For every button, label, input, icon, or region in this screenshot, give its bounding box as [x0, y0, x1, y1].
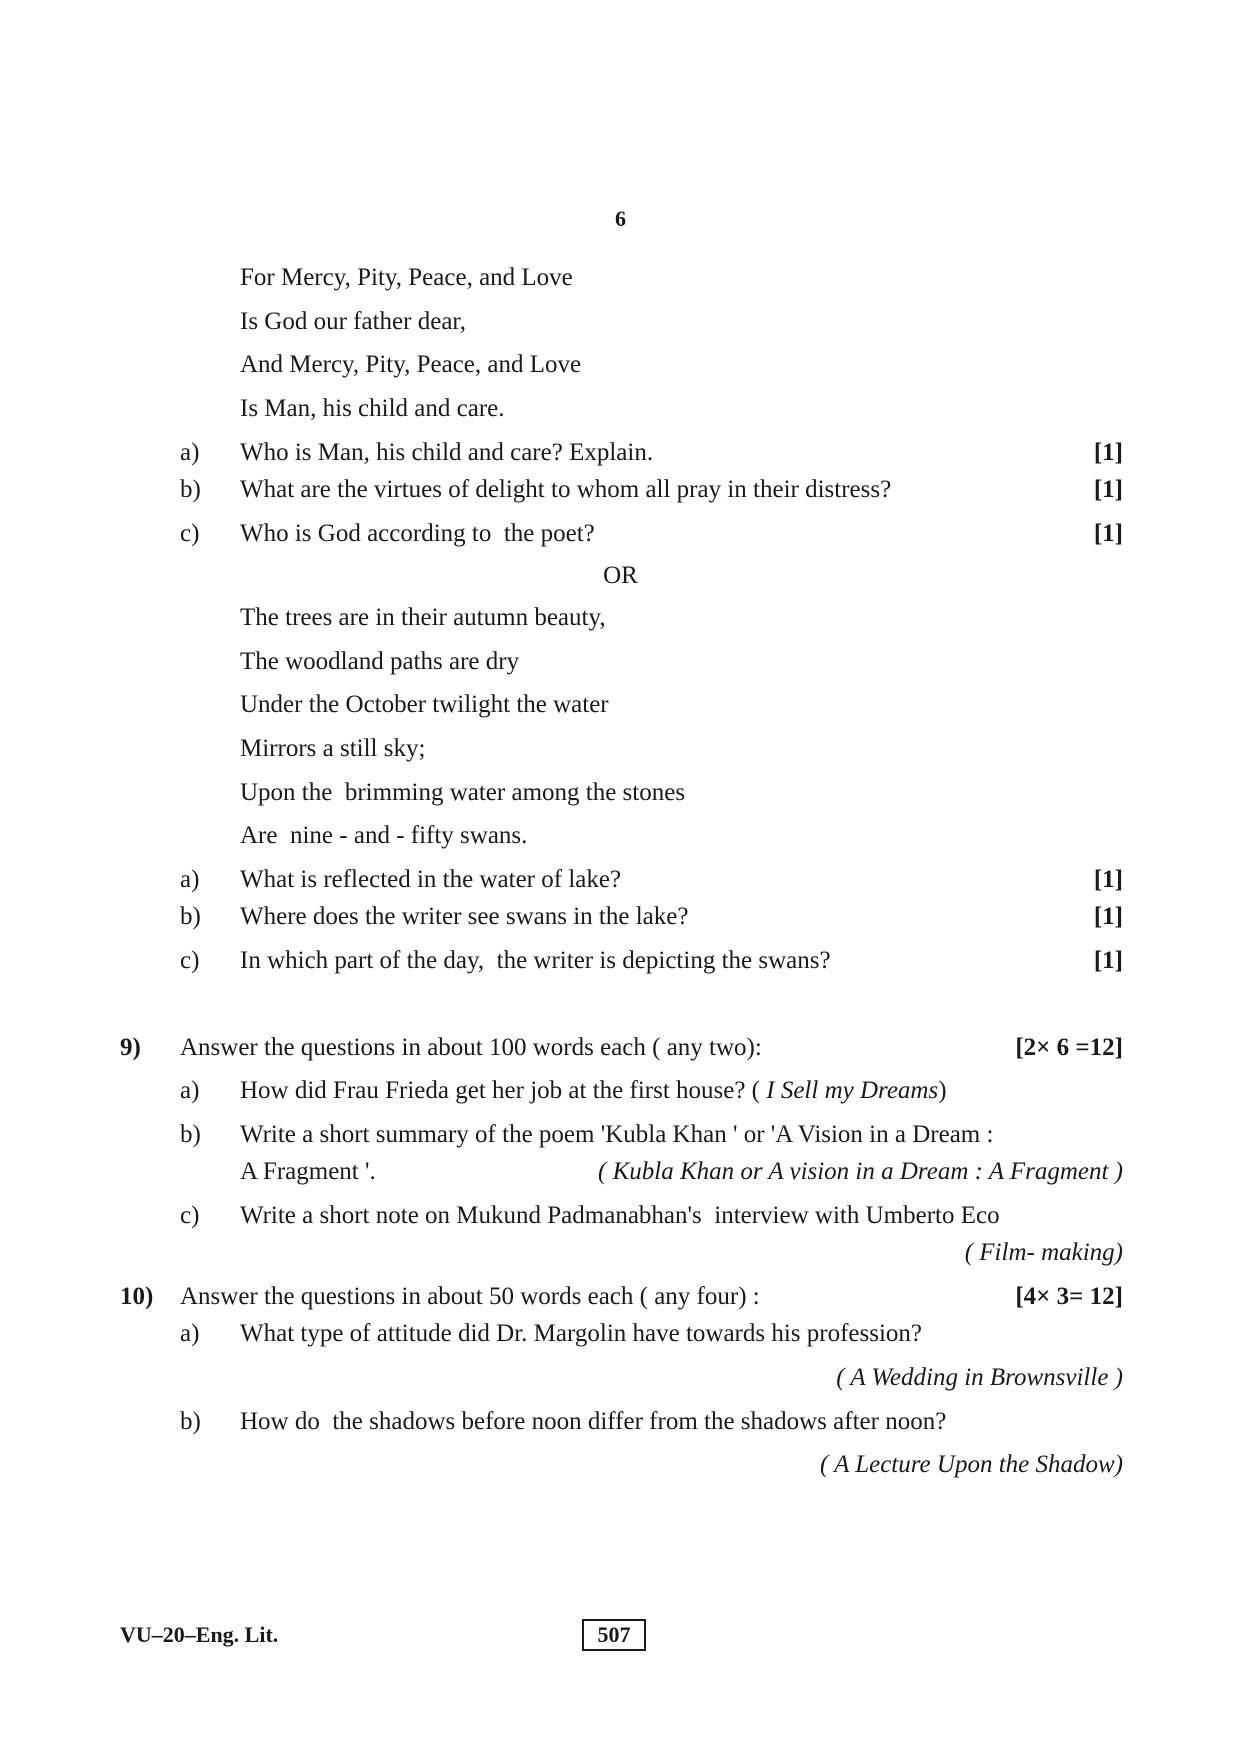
q9-c-source: ( Film- making)	[964, 1239, 1123, 1266]
poem1-q-a-mark: [1]	[1093, 439, 1123, 466]
page-number: 6	[615, 206, 626, 231]
q9-number: 9)	[120, 1034, 141, 1061]
poem2-q-b-mark: [1]	[1093, 903, 1123, 930]
footer-code: VU–20–Eng. Lit.	[120, 1622, 279, 1647]
q10-marks: [4× 3= 12]	[1015, 1283, 1123, 1310]
q9-b-line2: A Fragment '.	[240, 1158, 376, 1185]
q10-b-source: ( A Lecture Upon the Shadow)	[820, 1451, 1123, 1478]
poem2-line-2: The woodland paths are dry	[240, 648, 520, 675]
poem1-line-3: And Mercy, Pity, Peace, and Love	[240, 351, 582, 378]
q9-b-letter: b)	[180, 1121, 201, 1148]
poem2-q-a-mark: [1]	[1093, 866, 1123, 893]
poem2-q-c-mark: [1]	[1093, 947, 1123, 974]
q9-b-source: ( Kubla Khan or A vision in a Dream : A Fragment )	[598, 1158, 1123, 1185]
q9-marks: [2× 6 =12]	[1015, 1034, 1123, 1061]
q9-a-text	[240, 1078, 947, 1103]
poem2-q-c-letter: c)	[180, 947, 200, 974]
poem2-q-b-text: Where does the writer see swans in the lake?	[240, 903, 689, 930]
poem2-line-4: Mirrors a still sky;	[240, 735, 426, 762]
q9-a-letter: a)	[180, 1077, 200, 1104]
q9-a-close: )	[938, 1077, 947, 1104]
poem1-line-4: Is Man, his child and care.	[240, 395, 505, 422]
poem2-line-6: Are nine - and - fifty swans.	[240, 822, 528, 849]
q10-a-letter: a)	[180, 1320, 200, 1347]
q10-instruction: Answer the questions in about 50 words each ( any four) :	[180, 1283, 760, 1310]
poem1-q-b-mark: [1]	[1093, 476, 1123, 503]
or-divider: OR	[603, 562, 638, 589]
q10-b-letter: b)	[180, 1408, 201, 1435]
poem1-q-a-letter: a)	[180, 439, 200, 466]
poem1-q-b-letter: b)	[180, 476, 201, 503]
poem1-q-c-text: Who is God according to the poet?	[240, 520, 595, 547]
q10-number: 10)	[120, 1283, 154, 1310]
q9-a-source: I Sell my Dreams	[766, 1077, 939, 1104]
q10-b-text: How do the shadows before noon differ from the shadows after noon?	[240, 1408, 947, 1435]
poem2-line-3: Under the October twilight the water	[240, 691, 609, 718]
poem1-q-a-text: Who is Man, his child and care? Explain.	[240, 439, 654, 466]
q9-c-text: Write a short note on Mukund Padmanabhan's interview with Umberto Eco	[240, 1202, 1000, 1229]
poem1-line-1: For Mercy, Pity, Peace, and Love	[240, 264, 573, 291]
poem2-line-5: Upon the brimming water among the stones	[240, 779, 686, 806]
footer-page-box: 507	[582, 1619, 646, 1651]
poem2-line-1: The trees are in their autumn beauty,	[240, 604, 606, 631]
poem1-q-c-letter: c)	[180, 520, 200, 547]
q9-c-letter: c)	[180, 1202, 200, 1229]
q10-a-source: ( A Wedding in Brownsville )	[836, 1364, 1123, 1391]
q9-b-line1: Write a short summary of the poem 'Kubla Khan ' or 'A Vision in a Dream :	[240, 1121, 994, 1148]
poem2-q-a-letter: a)	[180, 866, 200, 893]
poem1-line-2: Is God our father dear,	[240, 308, 466, 335]
poem1-q-c-mark: [1]	[1093, 520, 1123, 547]
q9-a-question: How did Frau Frieda get her job at the first house? (	[240, 1077, 767, 1104]
poem2-q-a-text: What is reflected in the water of lake?	[240, 866, 622, 893]
poem2-q-b-letter: b)	[180, 903, 201, 930]
q10-a-text: What type of attitude did Dr. Margolin have towards his profession?	[240, 1320, 923, 1347]
poem2-q-c-text: In which part of the day, the writer is depicting the swans?	[240, 947, 831, 974]
poem1-q-b-text: What are the virtues of delight to whom all pray in their distress?	[240, 476, 892, 503]
q9-instruction: Answer the questions in about 100 words each ( any two):	[180, 1034, 762, 1061]
